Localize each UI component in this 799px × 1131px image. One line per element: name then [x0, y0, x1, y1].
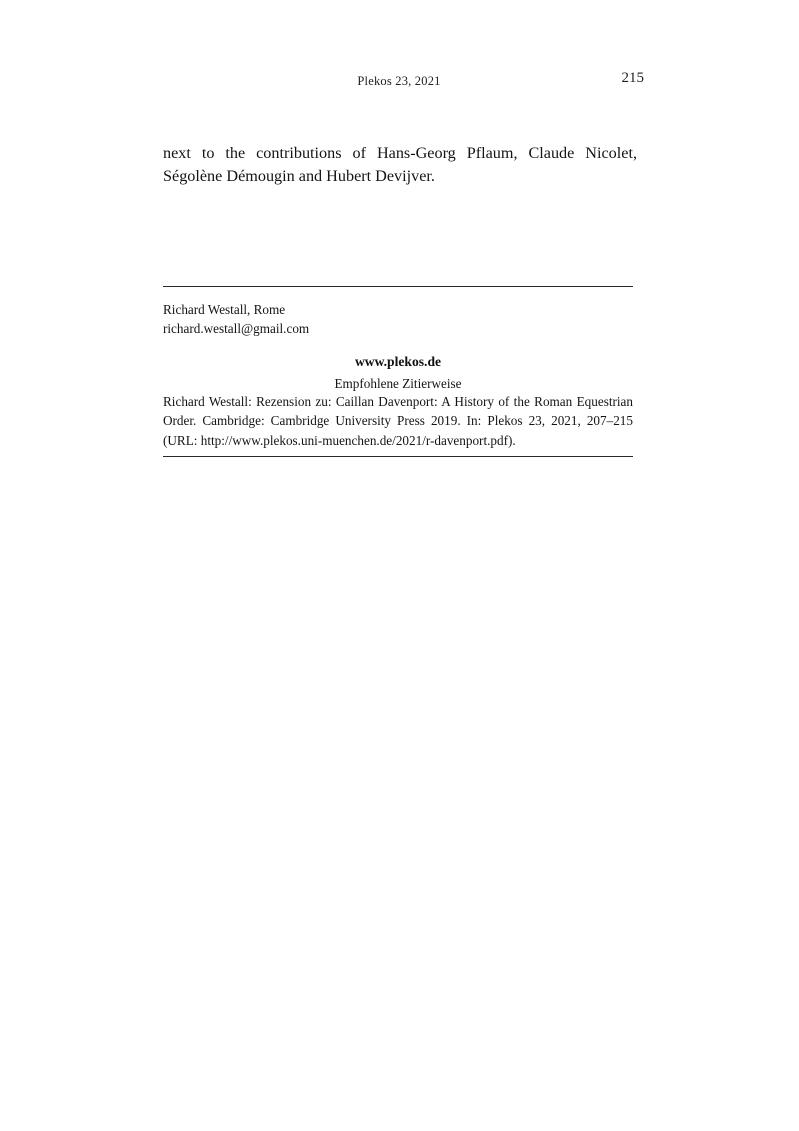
citation-label: Empfohlene Zitierweise — [334, 376, 462, 391]
journal-website: www.plekos.de — [354, 354, 442, 369]
horizontal-rule-bottom — [163, 456, 633, 457]
author-affiliation: Richard Westall, Rome — [163, 302, 286, 317]
author-email: richard.westall@gmail.com — [163, 320, 310, 336]
running-head: Plekos 23, 2021 — [357, 74, 441, 88]
page-number: 215 — [621, 70, 644, 86]
horizontal-rule-top — [163, 286, 633, 287]
recommended-citation: Richard Westall: Rezension zu: Caillan Davenport: A History of the Roman Equestrian Order. Cambridge: Cambridge University Press 2019. In: Plekos 23, 2021, 207–215 (URL: http://www.plekos.uni-muenchen.de/2021/r-davenport.pdf). — [163, 394, 633, 448]
body-paragraph: next to the contributions of Hans-Georg Pflaum, Claude Nicolet, Ségolène Démougin and Hubert Devijver. — [163, 144, 637, 185]
signature-block — [163, 301, 633, 339]
